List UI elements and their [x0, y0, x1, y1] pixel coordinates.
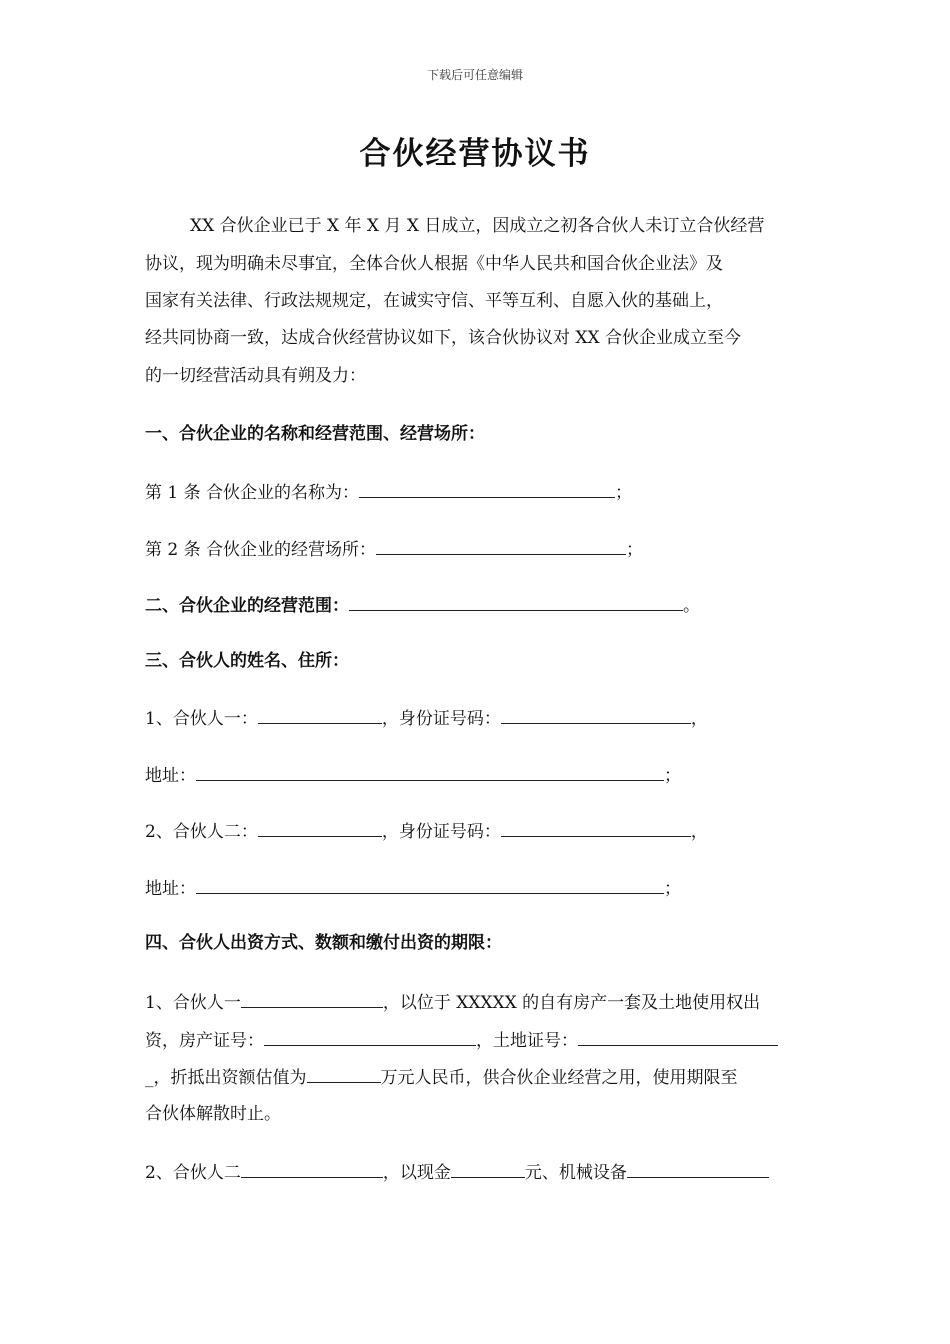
section-4-heading: 四、合伙人出资方式、数额和缴付出资的期限： [145, 933, 502, 953]
document-title: 合伙经营协议书 [359, 136, 591, 172]
section-3-heading: 三、合伙人的姓名、住所： [145, 651, 349, 671]
partner-1-comma: ， [690, 709, 708, 729]
contribution-1-line-3 [145, 1064, 738, 1090]
partner-1-address-end: ； [664, 766, 681, 786]
contribution-1-line-4: 合伙体解散时止。 [145, 1104, 281, 1124]
equipment-blank [627, 1159, 769, 1178]
section-2-heading: 二、合伙企业的经营范围： [145, 596, 349, 616]
partner-2-label: 2、合伙人二： [145, 822, 258, 842]
property-cert-blank [264, 1027, 476, 1046]
section-2 [145, 592, 700, 618]
partner-1-address-blank [196, 762, 664, 781]
article-2 [145, 536, 643, 562]
partner-1-id-label: ，身份证号码： [381, 709, 501, 729]
partner-2-id-label: ，身份证号码： [381, 822, 501, 842]
partner-2-address-label: 地址： [145, 879, 196, 899]
valuation-label: _，折抵出资额估值为 [145, 1068, 307, 1088]
partner-1-name-blank [258, 705, 382, 724]
partner-1-label: 1、合伙人一： [145, 709, 258, 729]
partner-2-name-blank [258, 818, 382, 837]
partner-1-id-blank [501, 705, 691, 724]
partner-1-address-row [145, 762, 681, 788]
contribution-1-partner-blank [241, 989, 383, 1008]
partner-1-row [145, 705, 708, 731]
contribution-1-line-1 [145, 989, 760, 1015]
article-1-end: ； [615, 483, 633, 503]
intro-line-3: 国家有关法律、行政法规规定，在诚实守信、平等互利、自愿入伙的基础上， [145, 291, 723, 311]
valuation-blank [307, 1064, 381, 1083]
partner-2-address-end: ； [664, 879, 681, 899]
section-1-heading: 一、合伙企业的名称和经营范围、经营场所： [145, 424, 485, 444]
partner-2-row [145, 818, 708, 844]
intro-line-1: XX 合伙企业已于 X 年 X 月 X 日成立，因成立之初各合伙人未订立合伙经营 [190, 216, 765, 236]
article-1-label: 第 1 条 合伙企业的名称为： [145, 483, 360, 503]
contribution-2-line-1 [145, 1159, 769, 1185]
intro-line-2: 协议，现为明确未尽事宜，全体合伙人根据《中华人民共和国合伙企业法》及 [145, 254, 723, 274]
contribution-1-text: ，以位于 XXXXX 的自有房产一套及土地使用权出 [382, 993, 761, 1013]
contribution-1-line-2 [145, 1027, 778, 1053]
business-scope-blank [349, 592, 683, 611]
article-2-label: 第 2 条 合伙企业的经营场所： [145, 540, 377, 560]
contribution-2-partner-blank [241, 1159, 383, 1178]
partner-2-address-row [145, 875, 681, 901]
equipment-label: 元、机械设备 [524, 1163, 627, 1183]
company-name-blank [359, 479, 615, 498]
land-cert-label: ，土地证号： [476, 1031, 578, 1051]
cash-blank [451, 1159, 525, 1178]
property-cert-label: 资，房产证号： [145, 1031, 264, 1051]
header-note: 下载后可任意编辑 [426, 68, 523, 82]
land-cert-blank [578, 1027, 778, 1046]
article-1 [145, 479, 632, 505]
cash-label: ，以现金 [382, 1163, 451, 1183]
business-place-blank [376, 536, 626, 555]
article-2-end: ； [626, 540, 644, 560]
intro-line-5: 的一切经营活动具有朔及力： [145, 366, 366, 386]
contribution-2-partner-label: 2、合伙人二 [145, 1163, 241, 1183]
partner-2-id-blank [501, 818, 691, 837]
intro-line-4: 经共同协商一致，达成合伙经营协议如下，该合伙协议对 XX 合伙企业成立至今 [145, 328, 742, 348]
partner-2-comma: ， [690, 822, 708, 842]
partner-2-address-blank [196, 875, 664, 894]
valuation-text: 万元人民币，供合伙企业经营之用，使用期限至 [380, 1068, 738, 1088]
section-2-end: 。 [683, 596, 700, 616]
partner-1-address-label: 地址： [145, 766, 196, 786]
contribution-1-partner-label: 1、合伙人一 [145, 993, 241, 1013]
